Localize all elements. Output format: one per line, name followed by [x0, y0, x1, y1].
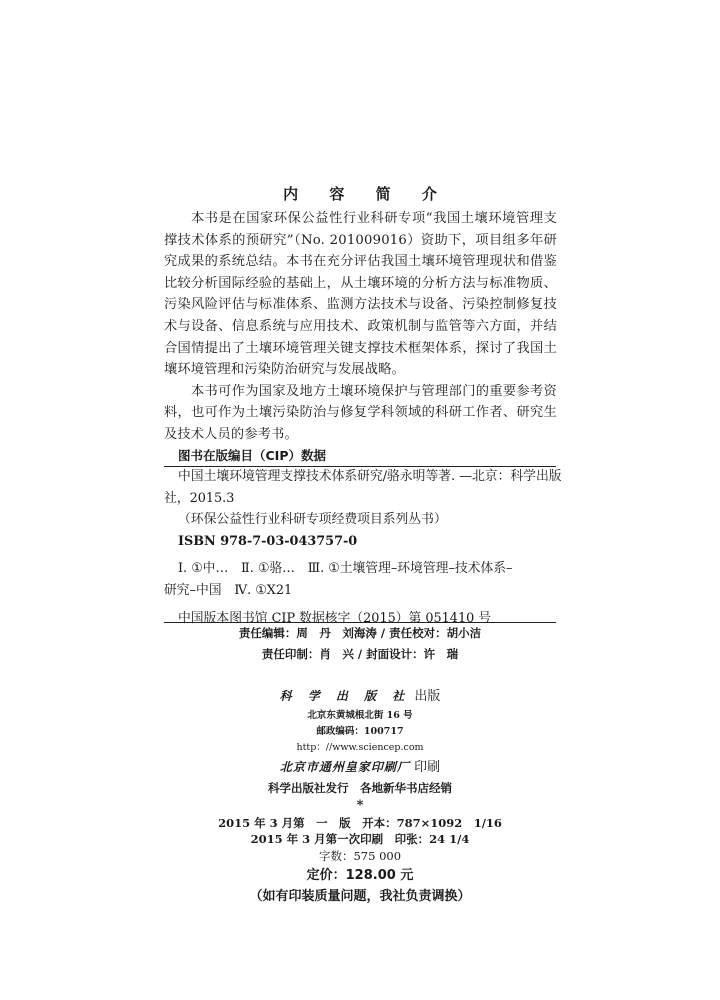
printer-logo: 北京市通州皇家印刷厂	[279, 760, 410, 774]
cip-classification-line: Ⅰ. ①中… Ⅱ. ①骆… Ⅲ. ①土壤管理–环境管理–技术体系–	[178, 561, 513, 577]
publisher-line	[0, 685, 720, 708]
editorial-credits	[0, 623, 720, 665]
publisher-suffix: 出版	[414, 689, 441, 704]
cip-title-line-cont: 社，2015.3	[164, 490, 235, 506]
cip-title-line: 中国土壤环境管理支撑技术体系研究/骆永明等著. —北京：科学出版	[178, 469, 562, 484]
summary-body	[164, 208, 557, 446]
distribution-line: 科学出版社发行 各地新华书店经销	[268, 781, 452, 795]
printing-line: 2015 年 3 月第一次印刷 印张：24 1/4	[250, 832, 470, 846]
publishing-info	[0, 685, 720, 908]
cip-isbn-line: ISBN 978-7-03-043757-0	[178, 533, 358, 549]
summary-paragraph-2: 本书可作为国家及地方土壤环境保护与管理部门的重要参考资料，也可作为土壤污染防治与修复学科领域的科研工作者、研究生及技术人员的参考书。	[164, 383, 557, 442]
summary-title: 内 容 简 介	[283, 185, 450, 203]
word-count-line: 字数：575 000	[318, 849, 402, 863]
printer-suffix: 印刷	[414, 760, 441, 775]
printer-line	[0, 756, 720, 779]
cip-series-line: （环保公益性行业科研专项经费项目系列丛书）	[178, 512, 447, 528]
price-line: 定价：128.00 元	[306, 868, 414, 883]
cip-heading: 图书在版编目（CIP）数据	[178, 448, 326, 463]
publisher-logo: 科 学 出 版 社	[279, 689, 411, 703]
publisher-postcode: 邮政编码：100717	[316, 726, 404, 737]
quality-notice: （如有印装质量问题，我社负责调换）	[249, 889, 471, 904]
cip-data-block	[164, 466, 562, 629]
cip-record-number-line: 中国版本图书馆 CIP 数据核字（2015）第 051410 号	[178, 610, 492, 626]
publisher-website: http：//www.sciencep.com	[296, 742, 424, 753]
publisher-address: 北京东黄城根北街 16 号	[307, 710, 413, 721]
credits-editor-line: 责任编辑：周 丹 刘海涛 / 责任校对：胡小洁	[238, 626, 482, 640]
cip-classification-line-cont: 研究–中国 Ⅳ. ①X21	[164, 582, 293, 598]
summary-paragraph-1: 本书是在国家环保公益性行业科研专项“我国土壤环境管理支撑技术体系的预研究”（No. 201009016）资助下，项目组多年研究成果的系统总结。本书在充分评估我国土壤环境管理现状和借鉴比较分析国际经验的基础上，从土壤环境的分析方法与标准物质、污染风险评估与标准体系、监测方法技术与设备、污染控制修复技术与设备、信息系统与应用技术、政策机制与监管等六方面，并结合国情提出了土壤环境管理关键支撑技术框架体系，探讨了我国土壤环境管理和污染防治研究与发展战略。	[164, 211, 557, 378]
separator-star: *	[356, 798, 364, 813]
edition-line: 2015 年 3 月第 一 版 开本：787×1092 1/16	[218, 816, 502, 830]
credits-printing-line: 责任印制：肖 兴 / 封面设计：许 瑞	[261, 647, 459, 661]
